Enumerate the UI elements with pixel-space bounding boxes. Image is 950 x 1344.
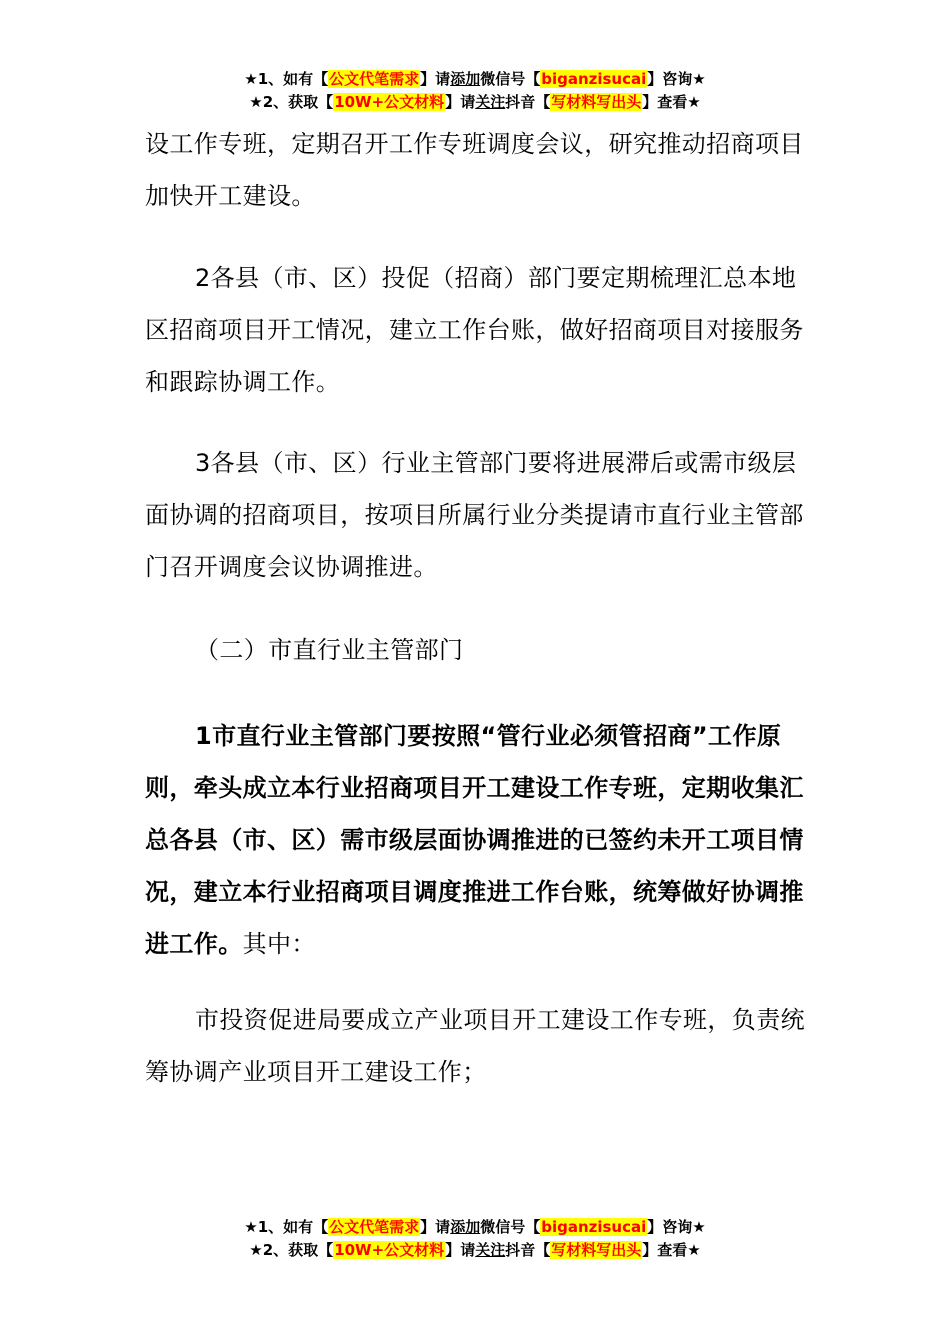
banner-text: 微信号【 <box>480 1218 541 1236</box>
banner-underlined-text: 添加 <box>450 1218 481 1236</box>
highlight-douyin-account: 写材料写出头 <box>551 93 642 111</box>
banner-text: 】查看★ <box>642 93 701 111</box>
banner-text: 抖音【 <box>505 1241 551 1259</box>
banner-text: 抖音【 <box>505 93 551 111</box>
paragraph-municipal-item-1 <box>145 710 810 970</box>
paragraph-bold-text: 1市直行业主管部门要按照“管行业必须管招商”工作原则，牵头成立本行业招商项目开工建设工作专班，定期收集汇总各县（市、区）需市级层面协调推进的已签约未开工项目情况，建立本行业招商项目调度推进工作台账，统筹做好协调推进工作。 <box>145 722 804 958</box>
banner-text: 】请 <box>420 70 451 88</box>
paragraph-investment-bureau: 市投资促进局要成立产业项目开工建设工作专班，负责统筹协调产业项目开工建设工作； <box>145 1006 805 1086</box>
banner-text: ★2、获取【 <box>249 1241 334 1259</box>
banner-underlined-text: 添加 <box>450 70 481 88</box>
banner-text: 】查看★ <box>642 1241 701 1259</box>
paragraph-item-3: 3各县（市、区）行业主管部门要将进展滞后或需市级层面协调的招商项目，按项目所属行业分类提请市直行业主管部门召开调度会议协调推进。 <box>145 449 804 581</box>
highlight-materials: 10W+公文材料 <box>334 1241 445 1259</box>
banner-text: 】咨询★ <box>647 1218 706 1236</box>
footer-banner <box>0 1216 950 1262</box>
footer-banner-line-2 <box>0 1239 950 1262</box>
banner-text: ★1、如有【 <box>244 1218 329 1236</box>
banner-text: ★1、如有【 <box>244 70 329 88</box>
banner-text: 】请 <box>445 93 476 111</box>
header-banner-line-2 <box>0 91 950 114</box>
banner-underlined-text: 关注 <box>475 1241 506 1259</box>
banner-text: 微信号【 <box>480 70 541 88</box>
paragraph-work-team: 设工作专班，定期召开工作专班调度会议，研究推动招商项目加快开工建设。 <box>145 130 804 210</box>
paragraph-normal-text: 其中： <box>242 930 316 958</box>
banner-text: ★2、获取【 <box>249 93 334 111</box>
highlight-service: 公文代笔需求 <box>329 1218 420 1236</box>
highlight-wechat-id: biganzisucai <box>541 70 647 88</box>
paragraph-item-2: 2各县（市、区）投促（招商）部门要定期梳理汇总本地区招商项目开工情况，建立工作台账，做好招商项目对接服务和跟踪协调工作。 <box>145 264 804 396</box>
highlight-materials: 10W+公文材料 <box>334 93 445 111</box>
highlight-service: 公文代笔需求 <box>329 70 420 88</box>
banner-text: 】请 <box>445 1241 476 1259</box>
banner-text: 】咨询★ <box>647 70 706 88</box>
banner-underlined-text: 关注 <box>475 93 506 111</box>
header-banner-line-1 <box>0 68 950 91</box>
header-banner <box>0 68 950 114</box>
highlight-wechat-id: biganzisucai <box>541 1218 647 1236</box>
banner-text: 】请 <box>420 1218 451 1236</box>
footer-banner-line-1 <box>0 1216 950 1239</box>
section-heading-municipal-departments: （二）市直行业主管部门 <box>195 636 464 664</box>
highlight-douyin-account: 写材料写出头 <box>551 1241 642 1259</box>
